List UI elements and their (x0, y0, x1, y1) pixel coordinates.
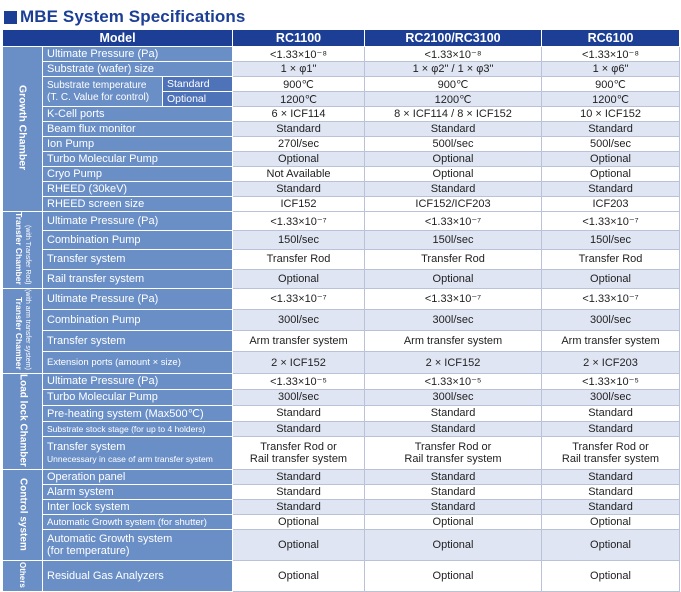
cell: Optional (233, 530, 365, 561)
table-row (3, 485, 680, 500)
cell: ICF152 (233, 197, 365, 212)
cell: <1.33×10⁻⁵ (542, 373, 680, 389)
row-label: Combination Pump (43, 309, 233, 330)
group-label: Control system (17, 477, 29, 551)
cell: <1.33×10⁻⁸ (233, 47, 365, 62)
cell: 300l/sec (542, 309, 680, 330)
cell: 8 × ICF114 / 8 × ICF152 (365, 107, 542, 122)
cell: Standard (233, 485, 365, 500)
row-label-line2: (T. C. Value for control) (47, 91, 150, 103)
row-label: RHEED screen size (43, 197, 233, 212)
cell-line1: Transfer Rod or (260, 441, 337, 454)
row-label: Inter lock system (43, 500, 233, 515)
cell: Optional (365, 167, 542, 182)
cell: 900℃ (542, 77, 680, 92)
header-model-1: RC1100 (233, 30, 365, 47)
table-row (3, 77, 680, 92)
table-row (3, 182, 680, 197)
group-label: Transfer Chamber (14, 212, 24, 285)
cell: Standard (233, 470, 365, 485)
cell: 150l/sec (233, 231, 365, 250)
table-row (3, 288, 680, 309)
cell: 6 × ICF114 (233, 107, 365, 122)
cell: Optional (365, 530, 542, 561)
cell-line2: Rail transfer system (561, 453, 660, 466)
row-label-line1: Substrate temperature (47, 79, 147, 91)
row-label: Combination Pump (43, 231, 233, 250)
row-label: Substrate stock stage (for up to 4 holders) (43, 421, 233, 437)
cell: Arm transfer system (233, 331, 365, 352)
group-transfer-arm (3, 288, 43, 373)
cell: Standard (233, 405, 365, 421)
table-row (3, 197, 680, 212)
cell: Optional (365, 269, 542, 288)
row-label-line2: Unnecessary in case of arm transfer system (47, 454, 213, 465)
cell: Arm transfer system (542, 331, 680, 352)
cell: Transfer Rod (542, 250, 680, 269)
table-row (3, 167, 680, 182)
table-row (3, 470, 680, 485)
sub-label: Standard (163, 77, 233, 92)
row-label: Transfer system (43, 250, 233, 269)
table-row (3, 421, 680, 437)
group-control-system (3, 470, 43, 561)
table-row (3, 269, 680, 288)
cell: Standard (542, 182, 680, 197)
row-label (43, 77, 163, 107)
row-label: Rail transfer system (43, 269, 233, 288)
table-row (3, 231, 680, 250)
row-label: Turbo Molecular Pump (43, 389, 233, 405)
cell: 2 × ICF152 (233, 352, 365, 373)
title-text: MBE System Specifications (20, 7, 246, 26)
header-model-3: RC6100 (542, 30, 680, 47)
cell: Standard (542, 485, 680, 500)
group-transfer-rod (3, 212, 43, 289)
table-row (3, 212, 680, 231)
cell: Optional (365, 561, 542, 592)
cell: <1.33×10⁻⁷ (233, 288, 365, 309)
table-row (3, 352, 680, 373)
cell: Standard (233, 182, 365, 197)
cell: 2 × ICF152 (365, 352, 542, 373)
cell: Standard (233, 122, 365, 137)
cell: Optional (233, 152, 365, 167)
sub-label: Optional (163, 92, 233, 107)
cell: Optional (233, 515, 365, 530)
table-row (3, 530, 680, 561)
table-row (3, 515, 680, 530)
table-row (3, 47, 680, 62)
cell: Optional (233, 561, 365, 592)
row-label: Substrate (wafer) size (43, 62, 233, 77)
cell: ICF203 (542, 197, 680, 212)
row-label: Ultimate Pressure (Pa) (43, 288, 233, 309)
cell: <1.33×10⁻⁷ (365, 212, 542, 231)
group-label: Growth Chamber (16, 84, 29, 171)
row-label: Alarm system (43, 485, 233, 500)
row-label: Ultimate Pressure (Pa) (43, 47, 233, 62)
cell: Optional (542, 515, 680, 530)
row-label-line1: Transfer system (47, 441, 126, 454)
group-growth-chamber (3, 47, 43, 212)
cell: 900℃ (233, 77, 365, 92)
cell: Optional (542, 152, 680, 167)
cell: Optional (365, 152, 542, 167)
table-row (3, 389, 680, 405)
cell: <1.33×10⁻⁷ (542, 212, 680, 231)
row-label: Automatic Growth system (for shutter) (43, 515, 233, 530)
cell: Optional (542, 530, 680, 561)
cell: Standard (365, 421, 542, 437)
group-label: Transfer Chamber (14, 296, 24, 370)
cell: 270l/sec (233, 137, 365, 152)
group-label: Load lock Chamber (17, 373, 29, 467)
table-row (3, 107, 680, 122)
table-row (3, 500, 680, 515)
row-label: K-Cell ports (43, 107, 233, 122)
cell: 300l/sec (365, 389, 542, 405)
cell: 500l/sec (542, 137, 680, 152)
cell: <1.33×10⁻⁷ (365, 288, 542, 309)
table-row (3, 152, 680, 167)
cell: Optional (542, 269, 680, 288)
row-label: Ion Pump (43, 137, 233, 152)
cell: 300l/sec (233, 309, 365, 330)
table-row (3, 62, 680, 77)
cell: 500l/sec (365, 137, 542, 152)
row-label: RHEED (30keV) (43, 182, 233, 197)
cell: Optional (233, 269, 365, 288)
cell-line1: Transfer Rod or (572, 441, 649, 454)
cell: <1.33×10⁻⁷ (542, 288, 680, 309)
cell (233, 437, 365, 470)
row-label-line1: Automatic Growth system (47, 533, 173, 546)
cell: Standard (365, 405, 542, 421)
table-row (3, 405, 680, 421)
cell: 1200℃ (233, 92, 365, 107)
row-label-line2: (for temperature) (47, 545, 130, 558)
cell: 1 × φ1" (233, 62, 365, 77)
header-model: Model (3, 30, 233, 47)
table-row (3, 309, 680, 330)
row-label: Operation panel (43, 470, 233, 485)
cell: Standard (233, 421, 365, 437)
row-label: Extension ports (amount × size) (43, 352, 233, 373)
cell: Arm transfer system (365, 331, 542, 352)
table-row (3, 250, 680, 269)
cell: Standard (542, 122, 680, 137)
table-row (3, 331, 680, 352)
cell: <1.33×10⁻⁵ (365, 373, 542, 389)
cell: 900℃ (365, 77, 542, 92)
cell: 1 × φ2" / 1 × φ3" (365, 62, 542, 77)
group-sublabel: (with arm transfer system) (24, 288, 31, 370)
page-title (4, 5, 245, 29)
cell: 300l/sec (233, 389, 365, 405)
cell-line2: Rail transfer system (404, 453, 502, 466)
table-row (3, 373, 680, 389)
row-label (43, 530, 233, 561)
cell (365, 437, 542, 470)
cell: Transfer Rod (365, 250, 542, 269)
cell (542, 437, 680, 470)
cell: 150l/sec (365, 231, 542, 250)
cell: 150l/sec (542, 231, 680, 250)
cell: Standard (365, 182, 542, 197)
table-row (3, 437, 680, 470)
cell: Not Available (233, 167, 365, 182)
cell: Transfer Rod (233, 250, 365, 269)
group-label: Others (18, 562, 27, 588)
group-sublabel: (with Transfer Rod) (24, 225, 31, 285)
row-label: Ultimate Pressure (Pa) (43, 212, 233, 231)
cell: Optional (542, 167, 680, 182)
row-label: Residual Gas Analyzers (43, 561, 233, 592)
cell: Standard (365, 485, 542, 500)
group-load-lock (3, 373, 43, 470)
cell: <1.33×10⁻⁸ (542, 47, 680, 62)
cell: Optional (542, 561, 680, 592)
cell: Standard (542, 470, 680, 485)
cell: 300l/sec (365, 309, 542, 330)
cell: Optional (365, 515, 542, 530)
cell: Standard (542, 405, 680, 421)
cell: Standard (542, 500, 680, 515)
cell: 1 × φ6" (542, 62, 680, 77)
row-label: Turbo Molecular Pump (43, 152, 233, 167)
header-model-2: RC2100/RC3100 (365, 30, 542, 47)
table-row (3, 561, 680, 592)
row-label (43, 437, 233, 470)
cell-line2: Rail transfer system (249, 453, 348, 466)
cell: Standard (233, 500, 365, 515)
spec-table (2, 29, 680, 592)
cell: Standard (365, 470, 542, 485)
cell: ICF152/ICF203 (365, 197, 542, 212)
cell: 1200℃ (365, 92, 542, 107)
row-label: Cryo Pump (43, 167, 233, 182)
row-label: Pre-heating system (Max500℃) (43, 405, 233, 421)
cell: Standard (542, 421, 680, 437)
cell: <1.33×10⁻⁸ (365, 47, 542, 62)
row-label: Transfer system (43, 331, 233, 352)
cell: Standard (365, 500, 542, 515)
table-row (3, 137, 680, 152)
cell: 2 × ICF203 (542, 352, 680, 373)
cell: 300l/sec (542, 389, 680, 405)
row-label: Beam flux monitor (43, 122, 233, 137)
cell: <1.33×10⁻⁷ (233, 212, 365, 231)
title-square-icon (4, 11, 17, 24)
cell: Standard (365, 122, 542, 137)
group-others (3, 561, 43, 592)
cell-line1: Transfer Rod or (414, 441, 492, 454)
row-label: Ultimate Pressure (Pa) (43, 373, 233, 389)
cell: <1.33×10⁻⁵ (233, 373, 365, 389)
cell: 10 × ICF152 (542, 107, 680, 122)
cell: 1200℃ (542, 92, 680, 107)
header-row (3, 30, 680, 47)
table-row (3, 122, 680, 137)
